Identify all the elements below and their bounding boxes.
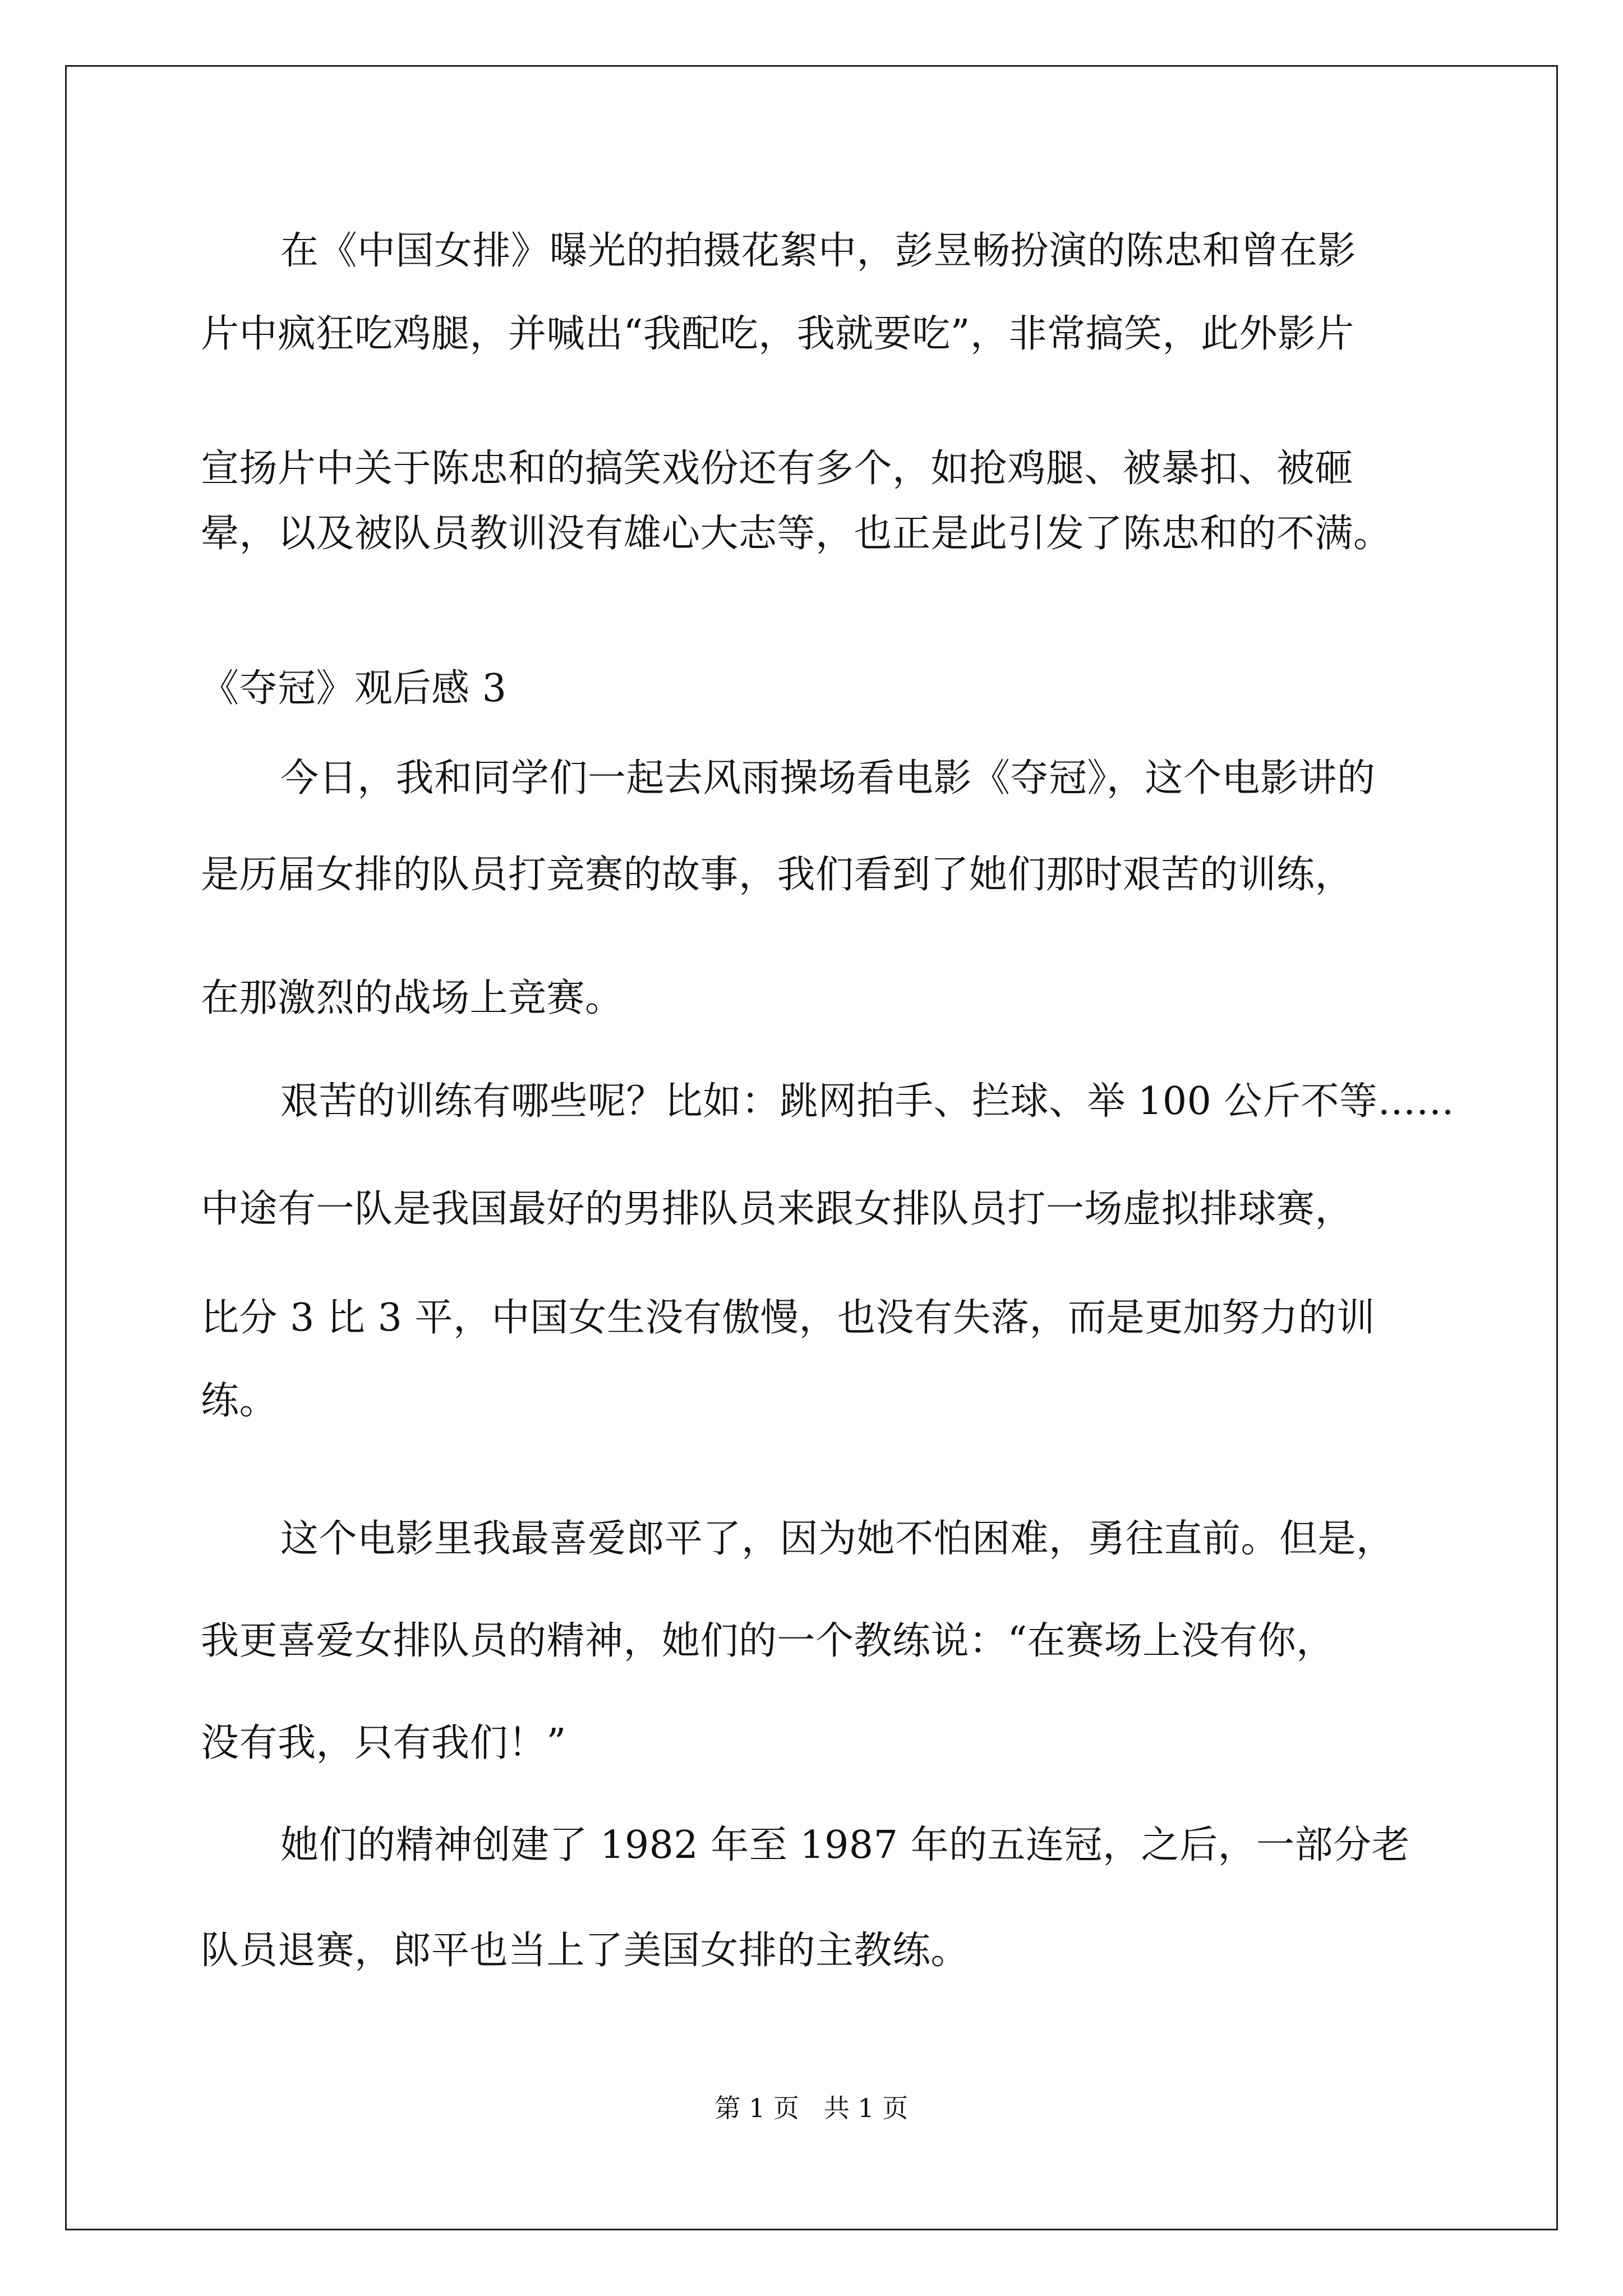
text-line-8: 在那激烈的战场上竞赛。 xyxy=(201,976,624,1020)
text-line-3: 宣扬片中关于陈忠和的搞笑戏份还有多个，如抢鸡腿、被暴扣、被砸 xyxy=(201,447,1354,491)
text-line-17: 队员退赛，郎平也当上了美国女排的主教练。 xyxy=(201,1929,970,1973)
text-line-14: 我更喜爱女排队员的精神，她们的一个教练说：“在赛场上没有你， xyxy=(201,1619,1335,1663)
text-line-11: 比分 3 比 3 平，中国女生没有傲慢，也没有失落，而是更加努力的训 xyxy=(201,1296,1375,1340)
text-line-16: 她们的精神创建了 1982 年至 1987 年的五连冠，之后，一部分老 xyxy=(280,1823,1410,1867)
text-line-4: 晕，以及被队员教训没有雄心大志等，也正是此引发了陈忠和的不满。 xyxy=(201,512,1392,556)
text-line-12: 练。 xyxy=(201,1379,278,1423)
text-line-15: 没有我，只有我们！” xyxy=(201,1721,566,1765)
page-border xyxy=(65,65,1558,2230)
text-line-10: 中途有一队是我国最好的男排队员来跟女排队员打一场虚拟排球赛， xyxy=(201,1187,1354,1231)
text-line-1: 在《中国女排》曝光的拍摄花絮中，彭昱畅扮演的陈忠和曾在影 xyxy=(280,229,1357,273)
text-line-6: 今日，我和同学们一起去风雨操场看电影《夺冠》，这个电影讲的 xyxy=(280,756,1376,800)
text-line-7: 是历届女排的队员打竞赛的故事，我们看到了她们那时艰苦的训练， xyxy=(201,853,1354,897)
text-line-2: 片中疯狂吃鸡腿，并喊出“我配吃，我就要吃”，非常搞笑，此外影片 xyxy=(201,312,1355,356)
text-line-9: 艰苦的训练有哪些呢？比如：跳网拍手、拦球、举 100 公斤不等…… xyxy=(280,1079,1455,1124)
section-heading: 《夺冠》观后感 3 xyxy=(201,666,507,711)
page-footer: 第 1 页 共 1 页 xyxy=(714,2093,909,2123)
text-line-13: 这个电影里我最喜爱郎平了，因为她不怕困难，勇往直前。但是， xyxy=(280,1517,1395,1561)
